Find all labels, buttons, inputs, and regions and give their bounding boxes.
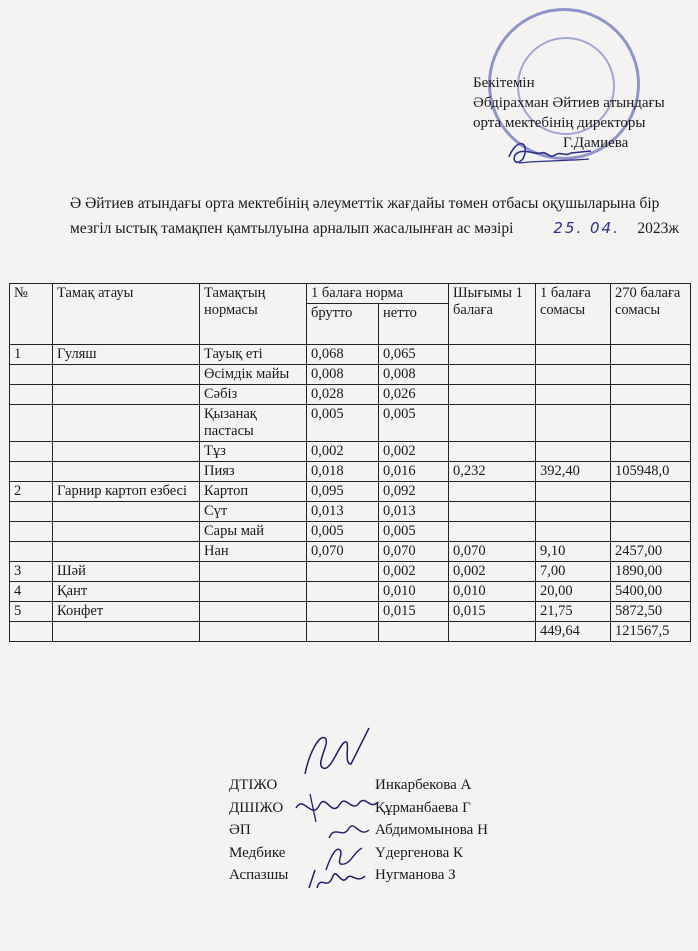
cell-yield: 0,002 <box>449 562 536 582</box>
cell-ingredient: Сары май <box>200 522 307 542</box>
cell-net: 0,070 <box>379 542 449 562</box>
cell-dish <box>53 365 200 385</box>
cell-ingredient: Картоп <box>200 482 307 502</box>
header-per-child: 1 балаға норма <box>307 284 449 304</box>
header-cost-one: 1 балаға сомасы <box>536 284 611 345</box>
cell-yield: 0,070 <box>449 542 536 562</box>
cell-cost-270: 5872,50 <box>611 602 691 622</box>
signature-role: Медбике <box>229 844 286 861</box>
cell-ingredient: Сәбіз <box>200 385 307 405</box>
cell-num: 3 <box>10 562 53 582</box>
cell-net: 0,026 <box>379 385 449 405</box>
header-gross: брутто <box>307 304 379 345</box>
cell-cost-one <box>536 442 611 462</box>
cell-gross <box>307 622 379 642</box>
cell-ingredient <box>200 582 307 602</box>
approval-school-line: Әбдірахман Әйтиев атындағы <box>473 95 665 111</box>
cell-gross: 0,008 <box>307 365 379 385</box>
signature-role: ДШІЖО <box>229 799 284 816</box>
cell-net <box>379 622 449 642</box>
cell-net: 0,002 <box>379 562 449 582</box>
cell-gross: 0,068 <box>307 345 379 365</box>
cell-num <box>10 522 53 542</box>
cell-net: 0,008 <box>379 365 449 385</box>
cell-yield: 0,015 <box>449 602 536 622</box>
signature-role: Аспазшы <box>229 867 289 883</box>
cell-ingredient: Сүт <box>200 502 307 522</box>
table-row <box>10 442 691 462</box>
cell-cost-one: 9,10 <box>536 542 611 562</box>
table-body <box>10 345 691 642</box>
table-row <box>10 405 691 442</box>
cell-dish <box>53 622 200 642</box>
cell-ingredient: Тұз <box>200 442 307 462</box>
signature-mark-3 <box>325 816 375 846</box>
cell-gross <box>307 602 379 622</box>
cell-cost-270: 121567,5 <box>611 622 691 642</box>
table-row <box>10 582 691 602</box>
signature-name: Үдергенова К <box>375 844 464 861</box>
cell-cost-one: 392,40 <box>536 462 611 482</box>
cell-cost-270: 5400,00 <box>611 582 691 602</box>
cell-net: 0,015 <box>379 602 449 622</box>
signature-mark-2 <box>290 788 380 826</box>
cell-cost-270 <box>611 385 691 405</box>
cell-cost-one <box>536 365 611 385</box>
cell-yield <box>449 522 536 542</box>
cell-ingredient <box>200 602 307 622</box>
cell-gross <box>307 562 379 582</box>
table-row <box>10 365 691 385</box>
cell-dish <box>53 442 200 462</box>
cell-num <box>10 385 53 405</box>
signature-name: Нугманова З <box>375 867 456 883</box>
cell-cost-one <box>536 502 611 522</box>
table-row <box>10 622 691 642</box>
cell-cost-one <box>536 482 611 502</box>
cell-net: 0,065 <box>379 345 449 365</box>
cell-num: 5 <box>10 602 53 622</box>
cell-yield <box>449 622 536 642</box>
cell-cost-one: 21,75 <box>536 602 611 622</box>
handwritten-date: 25. 04. <box>553 219 620 237</box>
table-row <box>10 462 691 482</box>
cell-gross <box>307 582 379 602</box>
cell-dish: Гуляш <box>53 345 200 365</box>
cell-num <box>10 462 53 482</box>
cell-ingredient: Тауық еті <box>200 345 307 365</box>
cell-num <box>10 542 53 562</box>
heading-text: Ә Әйтиев атындағы орта мектебінің әлеуметтік жағдайы төмен отбасы оқушыларына бір мезгіл ыстық тамақпен қамтылуына арналып жасалынған ас мәзірі <box>70 195 660 237</box>
cell-cost-270: 2457,00 <box>611 542 691 562</box>
approval-director-name: Г.Дамиева <box>563 135 629 151</box>
header-num: № <box>10 284 53 345</box>
approval-title: Бекітемін <box>473 75 535 91</box>
cell-gross: 0,013 <box>307 502 379 522</box>
heading-year: 2023ж <box>637 220 680 237</box>
cell-ingredient <box>200 622 307 642</box>
signature-role: ӘП <box>229 822 251 838</box>
cell-yield: 0,232 <box>449 462 536 482</box>
cell-net: 0,092 <box>379 482 449 502</box>
signature-name: Инкарбекова А <box>375 777 472 793</box>
cell-yield <box>449 365 536 385</box>
cell-num <box>10 405 53 442</box>
table-row <box>10 562 691 582</box>
cell-dish <box>53 405 200 442</box>
cell-yield: 0,010 <box>449 582 536 602</box>
table-row <box>10 602 691 622</box>
cell-gross: 0,070 <box>307 542 379 562</box>
cell-dish <box>53 385 200 405</box>
header-yield: Шығымы 1 балаға <box>449 284 536 345</box>
cell-dish: Конфет <box>53 602 200 622</box>
cell-ingredient <box>200 562 307 582</box>
header-dish: Тамақ атауы <box>53 284 200 345</box>
table-row <box>10 542 691 562</box>
director-signature <box>505 135 595 171</box>
cell-gross: 0,028 <box>307 385 379 405</box>
cell-cost-270 <box>611 345 691 365</box>
cell-ingredient: Өсімдік майы <box>200 365 307 385</box>
cell-cost-270: 105948,0 <box>611 462 691 482</box>
cell-cost-one <box>536 385 611 405</box>
signature-mark-4 <box>318 840 368 876</box>
cell-ingredient: Пияз <box>200 462 307 482</box>
cell-yield <box>449 502 536 522</box>
cell-net: 0,016 <box>379 462 449 482</box>
cell-num <box>10 442 53 462</box>
cell-gross: 0,095 <box>307 482 379 502</box>
cell-yield <box>449 405 536 442</box>
cell-net: 0,010 <box>379 582 449 602</box>
cell-net: 0,005 <box>379 405 449 442</box>
cell-cost-270 <box>611 405 691 442</box>
cell-dish <box>53 542 200 562</box>
cell-cost-one: 449,64 <box>536 622 611 642</box>
cell-num: 2 <box>10 482 53 502</box>
cell-cost-270 <box>611 442 691 462</box>
cell-cost-one <box>536 405 611 442</box>
cell-cost-270 <box>611 502 691 522</box>
cell-cost-270 <box>611 522 691 542</box>
cell-yield <box>449 442 536 462</box>
cell-net: 0,002 <box>379 442 449 462</box>
cell-cost-one: 20,00 <box>536 582 611 602</box>
cell-dish <box>53 462 200 482</box>
signature-role: ДТІЖО <box>229 777 278 793</box>
signature-mark-1 <box>295 724 375 784</box>
approval-position-line: орта мектебінің директоры <box>473 115 646 131</box>
table-row <box>10 482 691 502</box>
cell-yield <box>449 385 536 405</box>
signature-mark-5 <box>303 862 373 898</box>
cell-gross: 0,002 <box>307 442 379 462</box>
cell-num: 4 <box>10 582 53 602</box>
table-row <box>10 502 691 522</box>
cell-dish: Қант <box>53 582 200 602</box>
cell-dish: Гарнир картоп езбесі <box>53 482 200 502</box>
cell-num: 1 <box>10 345 53 365</box>
cell-gross: 0,005 <box>307 522 379 542</box>
cell-num <box>10 502 53 522</box>
header-net: нетто <box>379 304 449 345</box>
cell-num <box>10 365 53 385</box>
table-row <box>10 385 691 405</box>
signature-name: Құрманбаева Г <box>375 799 471 816</box>
cell-cost-270 <box>611 365 691 385</box>
cell-gross: 0,018 <box>307 462 379 482</box>
table-row <box>10 522 691 542</box>
signature-name: Абдимомынова Н <box>375 822 488 838</box>
cell-cost-270: 1890,00 <box>611 562 691 582</box>
cell-yield <box>449 482 536 502</box>
cell-gross: 0,005 <box>307 405 379 442</box>
table-header-row <box>10 284 691 304</box>
cell-num <box>10 622 53 642</box>
cell-cost-one <box>536 522 611 542</box>
cell-cost-270 <box>611 482 691 502</box>
cell-dish <box>53 502 200 522</box>
table-row <box>10 345 691 365</box>
cell-yield <box>449 345 536 365</box>
cell-ingredient: Қызанақ пастасы <box>200 405 307 442</box>
cell-net: 0,013 <box>379 502 449 522</box>
cell-ingredient: Нан <box>200 542 307 562</box>
document-heading <box>70 192 695 241</box>
cell-cost-one <box>536 345 611 365</box>
cell-dish: Шәй <box>53 562 200 582</box>
menu-table <box>9 283 691 642</box>
cell-net: 0,005 <box>379 522 449 542</box>
header-norm: Тамақтың нормасы <box>200 284 307 345</box>
header-cost-270: 270 балаға сомасы <box>611 284 691 345</box>
cell-cost-one: 7,00 <box>536 562 611 582</box>
cell-dish <box>53 522 200 542</box>
